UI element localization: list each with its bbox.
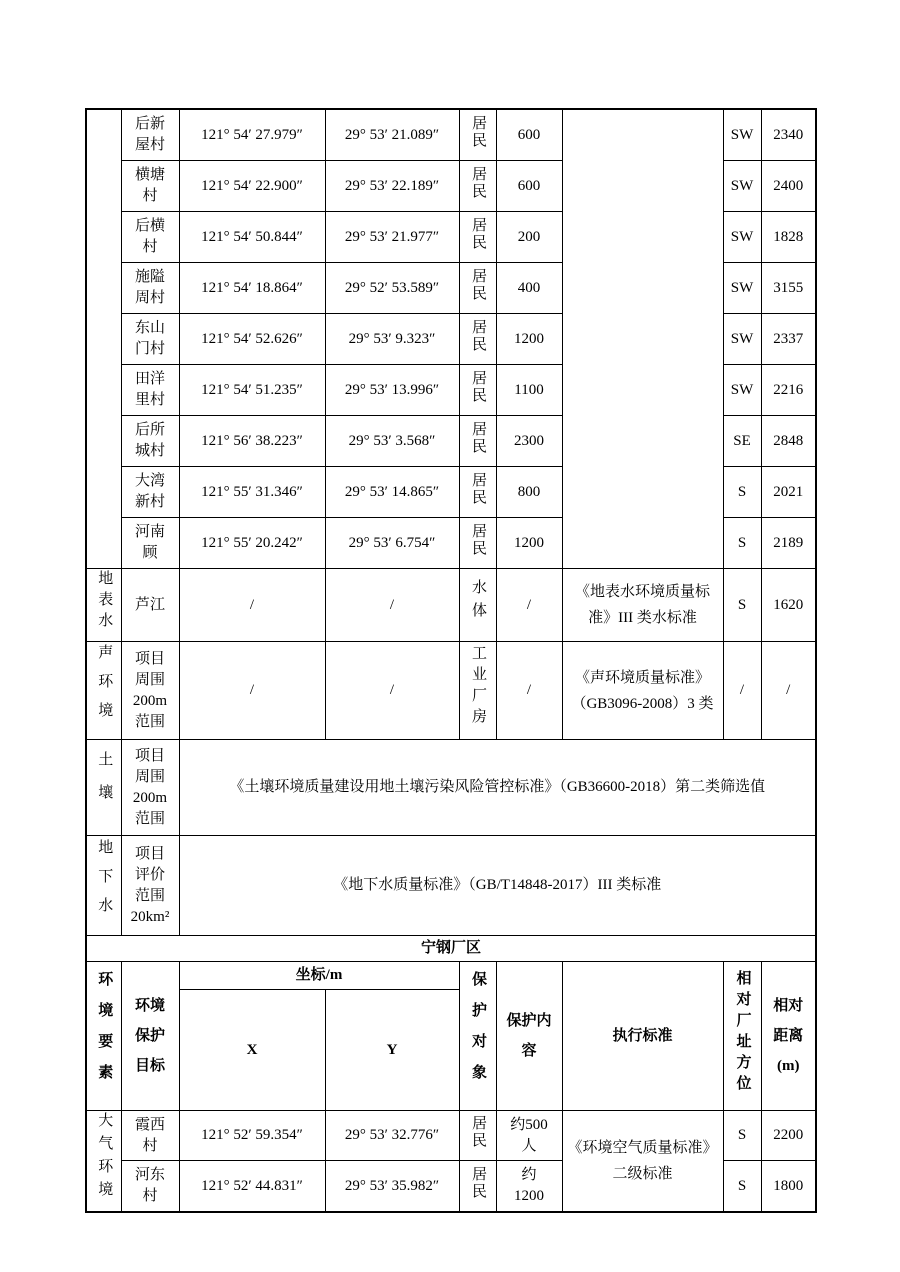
- coord-x-cell: 121° 54′ 27.979″: [179, 109, 325, 161]
- target-name-cell: 项目周围200m范围: [121, 740, 179, 836]
- village-name-cell: 大湾新村: [121, 467, 179, 518]
- direction-cell: S: [723, 518, 761, 569]
- env-element-text: 土壤: [96, 751, 113, 817]
- direction-cell: SW: [723, 109, 761, 161]
- standard-continued-cell: [562, 109, 723, 569]
- protect-content-cell: 400: [496, 263, 562, 314]
- village-name-cell: 后横村: [121, 212, 179, 263]
- protect-object-cell: [459, 212, 496, 263]
- noise-row: [86, 642, 816, 740]
- protect-object-text: 居民: [470, 216, 486, 251]
- coord-y-cell: 29° 52′ 53.589″: [325, 263, 459, 314]
- env-element-text: 地表水: [96, 570, 113, 633]
- target-name-cell: 芦江: [121, 569, 179, 642]
- coord-x-cell: 121° 54′ 18.864″: [179, 263, 325, 314]
- distance-cell: 1800: [761, 1161, 816, 1213]
- coord-y-cell: 29° 53′ 9.323″: [325, 314, 459, 365]
- coord-y-cell: 29° 53′ 6.754″: [325, 518, 459, 569]
- env-element-cell: [86, 642, 121, 740]
- protect-content-cell: /: [496, 569, 562, 642]
- protect-content-cell: 约1200: [496, 1161, 562, 1213]
- village-name-cell: 施隘周村: [121, 263, 179, 314]
- standard-cell: 《地表水环境质量标准》III 类水标准: [562, 569, 723, 642]
- village-name-cell: 霞西村: [121, 1111, 179, 1161]
- coord-x-cell: 121° 56′ 38.223″: [179, 416, 325, 467]
- standard-merged-cell: 《土壤环境质量建设用地土壤污染风险管控标准》（GB36600-2018）第二类筛选值: [179, 740, 816, 836]
- protect-object-text: 居民: [470, 165, 486, 200]
- protect-object-text: 居民: [470, 420, 486, 455]
- target-name-cell: 项目评价范围20km²: [121, 836, 179, 936]
- village-name-cell: 东山门村: [121, 314, 179, 365]
- protect-object-cell: [459, 109, 496, 161]
- distance-cell: /: [761, 642, 816, 740]
- coord-y-cell: 29° 53′ 21.089″: [325, 109, 459, 161]
- protect-object-text: 居民: [470, 1115, 486, 1149]
- protect-object-text: 居民: [470, 318, 486, 353]
- protect-content-cell: 600: [496, 109, 562, 161]
- protect-content-cell: 800: [496, 467, 562, 518]
- protect-object-text: 居民: [470, 267, 486, 302]
- standard-cell: 《环境空气质量标准》二级标准: [562, 1111, 723, 1213]
- direction-cell: SW: [723, 314, 761, 365]
- header-standard-cell: 执行标准: [562, 962, 723, 1111]
- env-element-cell: [86, 836, 121, 936]
- protect-content-cell: /: [496, 642, 562, 740]
- soil-row: [86, 740, 816, 836]
- protect-object-cell: [459, 263, 496, 314]
- protect-content-cell: 600: [496, 161, 562, 212]
- protect-object-text: 居民: [470, 471, 486, 506]
- protect-object-cell: [459, 365, 496, 416]
- direction-cell: SE: [723, 416, 761, 467]
- distance-cell: 2340: [761, 109, 816, 161]
- env-element-cell: [86, 569, 121, 642]
- header-coord-cell: 坐标/m: [179, 962, 459, 990]
- target-name-cell: 项目周围200m范围: [121, 642, 179, 740]
- protect-object-cell: [459, 569, 496, 642]
- direction-cell: SW: [723, 212, 761, 263]
- village-name-cell: 后所城村: [121, 416, 179, 467]
- direction-cell: S: [723, 569, 761, 642]
- village-name-cell: 后新屋村: [121, 109, 179, 161]
- header-direction-text: 相对厂址方位: [734, 969, 751, 1096]
- protect-content-cell: 1200: [496, 314, 562, 365]
- distance-cell: 1828: [761, 212, 816, 263]
- env-element-text: 地下水: [96, 838, 113, 926]
- header-object-cell: [459, 962, 496, 1111]
- protect-object-cell: [459, 642, 496, 740]
- coord-x-cell: 121° 55′ 31.346″: [179, 467, 325, 518]
- protect-object-text: 居民: [470, 1165, 486, 1200]
- coord-x-cell: 121° 54′ 51.235″: [179, 365, 325, 416]
- protect-object-text: 居民: [470, 369, 486, 404]
- protect-content-cell: 1200: [496, 518, 562, 569]
- coord-x-cell: 121° 52′ 59.354″: [179, 1111, 325, 1161]
- table-header-row: [86, 962, 816, 990]
- env-element-continued-cell: [86, 109, 121, 569]
- env-element-cell: [86, 1111, 121, 1213]
- direction-cell: S: [723, 1161, 761, 1213]
- distance-cell: 3155: [761, 263, 816, 314]
- plant-section-title: 宁钢厂区: [86, 936, 816, 962]
- coord-x-cell: 121° 54′ 50.844″: [179, 212, 325, 263]
- coord-y-cell: 29° 53′ 32.776″: [325, 1111, 459, 1161]
- surface-water-row: [86, 569, 816, 642]
- protect-object-text: 居民: [470, 114, 486, 149]
- coord-x-cell: 121° 54′ 52.626″: [179, 314, 325, 365]
- protect-object-cell: [459, 161, 496, 212]
- standard-cell: 《声环境质量标准》（GB3096-2008）3 类: [562, 642, 723, 740]
- env-element-text: 声环境: [96, 643, 113, 731]
- air-row: [86, 1111, 816, 1161]
- coord-x-cell: 121° 54′ 22.900″: [179, 161, 325, 212]
- protect-object-text: 居民: [470, 522, 486, 557]
- direction-cell: SW: [723, 263, 761, 314]
- distance-cell: 2216: [761, 365, 816, 416]
- protect-content-cell: 200: [496, 212, 562, 263]
- coord-y-cell: 29° 53′ 22.189″: [325, 161, 459, 212]
- distance-cell: 1620: [761, 569, 816, 642]
- direction-cell: S: [723, 1111, 761, 1161]
- coord-y-cell: 29° 53′ 21.977″: [325, 212, 459, 263]
- distance-cell: 2200: [761, 1111, 816, 1161]
- header-y-cell: Y: [325, 990, 459, 1111]
- distance-cell: 2400: [761, 161, 816, 212]
- protection-targets-table: [85, 108, 817, 1213]
- distance-cell: 2021: [761, 467, 816, 518]
- coord-y-cell: 29° 53′ 14.865″: [325, 467, 459, 518]
- protect-object-cell: [459, 314, 496, 365]
- header-env-element-text: 环境要素: [96, 970, 113, 1095]
- village-name-cell: 田洋里村: [121, 365, 179, 416]
- env-element-text: 大气环境: [96, 1111, 113, 1204]
- distance-cell: 2848: [761, 416, 816, 467]
- protect-object-cell: [459, 1111, 496, 1161]
- direction-cell: SW: [723, 161, 761, 212]
- section-title-row: [86, 936, 816, 962]
- env-element-cell: [86, 740, 121, 836]
- header-direction-cell: [723, 962, 761, 1111]
- protect-object-cell: [459, 518, 496, 569]
- village-name-cell: 河东村: [121, 1161, 179, 1213]
- village-name-cell: 横塘村: [121, 161, 179, 212]
- distance-cell: 2189: [761, 518, 816, 569]
- protect-object-cell: [459, 467, 496, 518]
- protect-content-cell: 1100: [496, 365, 562, 416]
- groundwater-row: [86, 836, 816, 936]
- direction-cell: /: [723, 642, 761, 740]
- header-object-text: 保护对象: [470, 970, 486, 1095]
- protect-content-cell: 约500人: [496, 1111, 562, 1161]
- header-content-cell: 保护内容: [496, 962, 562, 1111]
- coord-x-cell: /: [179, 642, 325, 740]
- protect-object-cell: [459, 1161, 496, 1213]
- header-env-element-cell: [86, 962, 121, 1111]
- direction-cell: S: [723, 467, 761, 518]
- header-target-cell: 环境保护目标: [121, 962, 179, 1111]
- coord-x-cell: /: [179, 569, 325, 642]
- protect-content-cell: 2300: [496, 416, 562, 467]
- coord-x-cell: 121° 55′ 20.242″: [179, 518, 325, 569]
- village-row: [86, 109, 816, 161]
- distance-cell: 2337: [761, 314, 816, 365]
- coord-x-cell: 121° 52′ 44.831″: [179, 1161, 325, 1213]
- direction-cell: SW: [723, 365, 761, 416]
- coord-y-cell: 29° 53′ 13.996″: [325, 365, 459, 416]
- protect-object-text: 水体: [470, 578, 486, 625]
- protect-object-text: 工业厂房: [470, 645, 486, 729]
- coord-y-cell: 29° 53′ 35.982″: [325, 1161, 459, 1213]
- coord-y-cell: /: [325, 642, 459, 740]
- protect-object-cell: [459, 416, 496, 467]
- coord-y-cell: 29° 53′ 3.568″: [325, 416, 459, 467]
- header-x-cell: X: [179, 990, 325, 1111]
- coord-y-cell: /: [325, 569, 459, 642]
- standard-merged-cell: 《地下水质量标准》（GB/T14848-2017）III 类标准: [179, 836, 816, 936]
- header-distance-cell: 相对距离(m): [761, 962, 816, 1111]
- village-name-cell: 河南顾: [121, 518, 179, 569]
